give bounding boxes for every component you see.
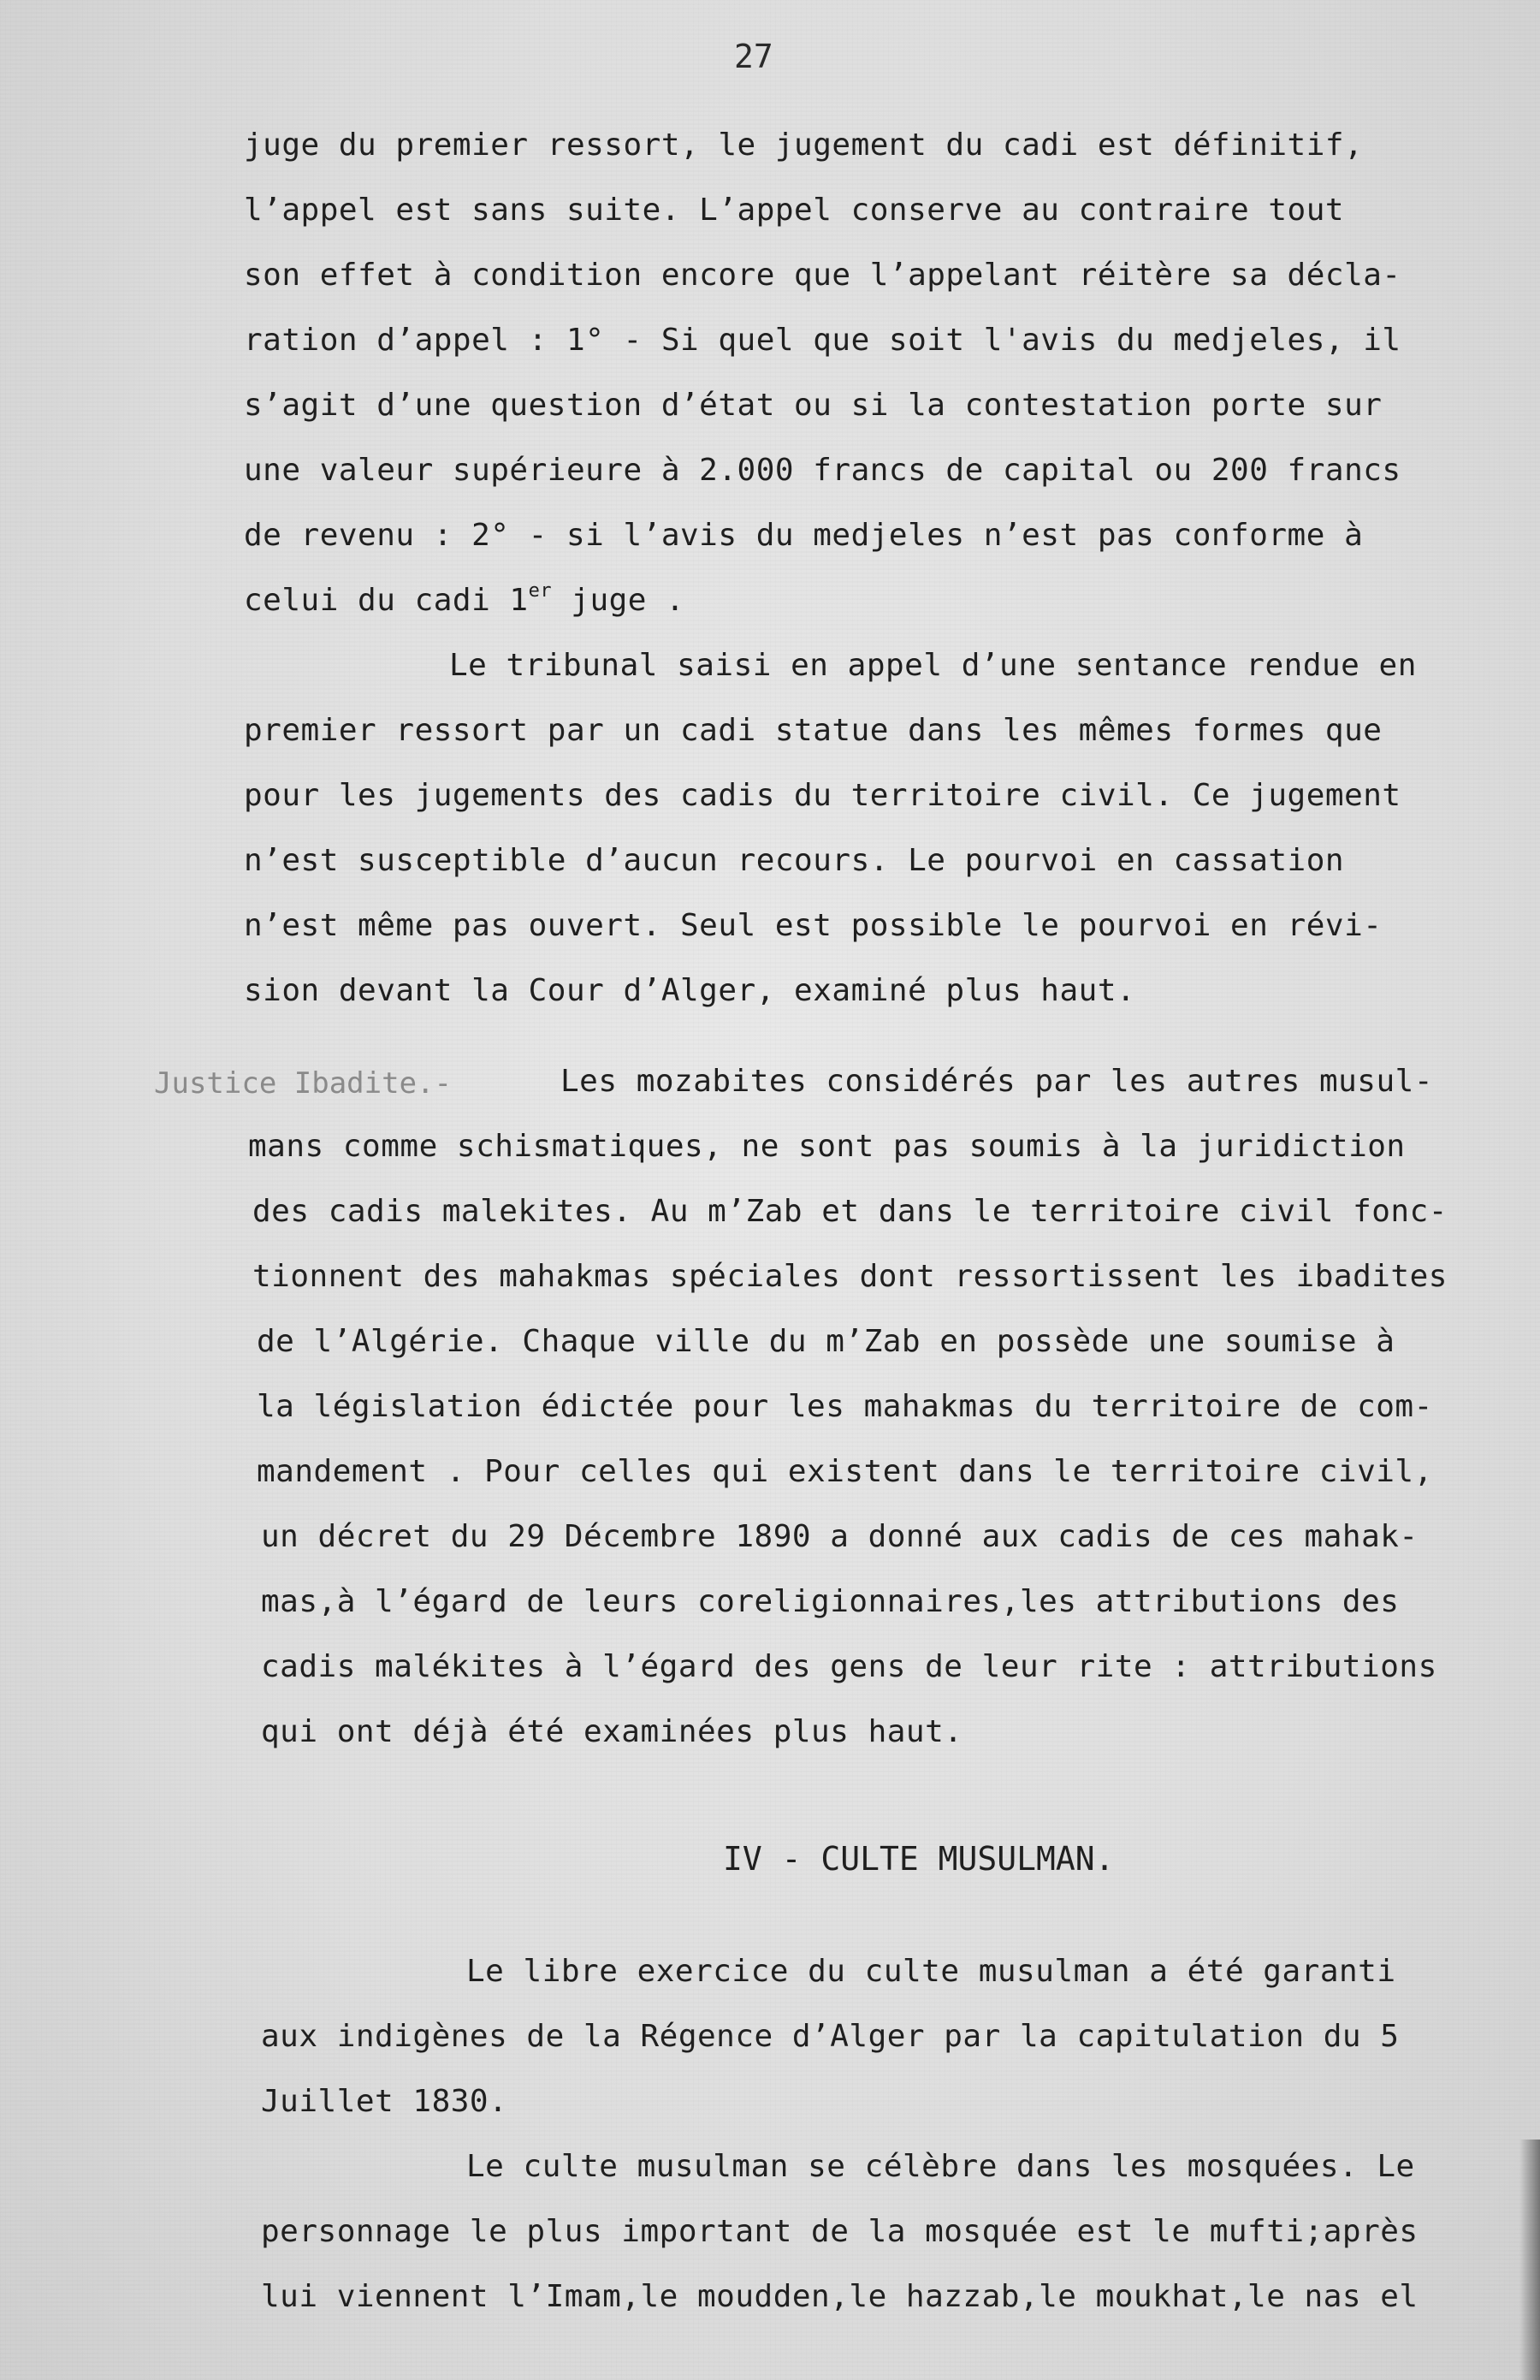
- text-line-content: de revenu : 2° - si l’avis du medjeles n’est pas conforme à: [244, 518, 1364, 553]
- text-line-content: des cadis malekites. Au m’Zab et dans le territoire civil fonc-: [252, 1194, 1448, 1229]
- text-line-content: sion devant la Cour d’Alger, examiné plus haut.: [244, 973, 1136, 1008]
- text-line-content: Le tribunal saisi en appel d’une sentance rendue en: [449, 648, 1417, 683]
- text-line: [244, 973, 1136, 1008]
- text-line-content: la législation édictée pour les mahakmas du territoire de com-: [257, 1389, 1433, 1424]
- text-line-content: n’est susceptible d’aucun recours. Le pourvoi en cassation: [244, 843, 1345, 878]
- text-line-content: tionnent des mahakmas spéciales dont ressortissent les ibadites: [252, 1259, 1448, 1294]
- text-line: [244, 390, 1382, 421]
- section-heading: IV - CULTE MUSULMAN.: [723, 1840, 1115, 1878]
- text-line: [244, 580, 685, 618]
- text-line: [261, 2214, 1419, 2249]
- text-line-content: juge du premier ressort, le jugement du cadi est définitif,: [244, 128, 1364, 163]
- text-line: [466, 2151, 1415, 2182]
- text-line-content: mandement . Pour celles qui existent dans le territoire civil,: [257, 1454, 1433, 1489]
- text-line: [244, 780, 1401, 811]
- text-line-content: personnage le plus important de la mosquée est le mufti;après: [261, 2214, 1419, 2249]
- text-line-content: s’agit d’une question d’état ou si la contestation porte sur: [244, 388, 1383, 423]
- text-line: [466, 1956, 1396, 1987]
- text-line-content: un décret du 29 Décembre 1890 a donné aux cadis de ces mahak-: [261, 1519, 1419, 1554]
- text-line-content: Les mozabites considérés par les autres musul-: [560, 1064, 1433, 1099]
- text-line: [449, 650, 1417, 681]
- text-line-content: son effet à condition encore que l’appelant réitère sa décla-: [244, 258, 1401, 293]
- margin-note: Justice Ibadite.-: [154, 1066, 452, 1101]
- text-line-content: Le libre exercice du culte musulman a été garanti: [466, 1954, 1396, 1989]
- text-line: [252, 1196, 1448, 1227]
- text-line-content: n’est même pas ouvert. Seul est possible le pourvoi en révi-: [244, 908, 1383, 943]
- text-line-content: de l’Algérie. Chaque ville du m’Zab en possède une soumise à: [257, 1324, 1395, 1359]
- text-line-content: pour les jugements des cadis du territoire civil. Ce jugement: [244, 778, 1401, 813]
- text-line-content: cadis malékites à l’égard des gens de leur rite : attributions: [261, 1649, 1437, 1684]
- text-line-content: Juillet 1830.: [261, 2084, 508, 2119]
- text-line: [244, 843, 1345, 878]
- page-number: 27: [734, 38, 773, 75]
- text-line-content: lui viennent l’Imam,le moudden,le hazzab,le moukhat,le nas el: [261, 2279, 1419, 2314]
- text-line: [252, 1261, 1448, 1292]
- text-line: [244, 195, 1344, 226]
- text-line-tail: juge .: [552, 583, 685, 618]
- text-line: [244, 520, 1363, 551]
- text-line-content: une valeur supérieure à 2.000 francs de capital ou 200 francs: [244, 453, 1401, 488]
- text-line: [257, 1389, 1433, 1424]
- text-line-content: l’appel est sans suite. L’appel conserve au contraire tout: [244, 193, 1345, 228]
- text-line: [244, 325, 1401, 356]
- text-line: [248, 1131, 1406, 1162]
- text-line: [261, 1519, 1419, 1554]
- text-line: [257, 1454, 1433, 1489]
- text-line-content: Le culte musulman se célèbre dans les mosquées. Le: [466, 2149, 1415, 2184]
- text-line-content: mans comme schismatiques, ne sont pas soumis à la juridiction: [248, 1129, 1406, 1164]
- text-line-content: celui du cadi 1: [244, 583, 529, 618]
- text-line-content: premier ressort par un cadi statue dans les mêmes formes que: [244, 713, 1383, 748]
- text-line: [244, 715, 1382, 746]
- text-line: [261, 2021, 1399, 2052]
- text-line: [244, 908, 1383, 943]
- text-line-content: aux indigènes de la Régence d’Alger par la capitulation du 5: [261, 2019, 1400, 2054]
- text-line: [261, 1584, 1400, 1619]
- text-line: [261, 1714, 963, 1749]
- text-line: [244, 260, 1401, 291]
- text-line-content: ration d’appel : 1° - Si quel que soit l'avis du medjeles, il: [244, 323, 1401, 358]
- text-line: [261, 2279, 1419, 2314]
- text-line: [244, 130, 1363, 161]
- text-line-content: mas,à l’égard de leurs coreligionnaires,les attributions des: [261, 1584, 1400, 1619]
- text-line: [261, 1649, 1437, 1684]
- text-line: [261, 2086, 507, 2117]
- text-line: [257, 1324, 1395, 1359]
- superscript: er: [528, 580, 553, 602]
- page-edge-shadow: [1519, 2140, 1540, 2380]
- text-line: [244, 455, 1401, 486]
- text-line-content: qui ont déjà été examinées plus haut.: [261, 1714, 963, 1749]
- text-line: [560, 1066, 1433, 1097]
